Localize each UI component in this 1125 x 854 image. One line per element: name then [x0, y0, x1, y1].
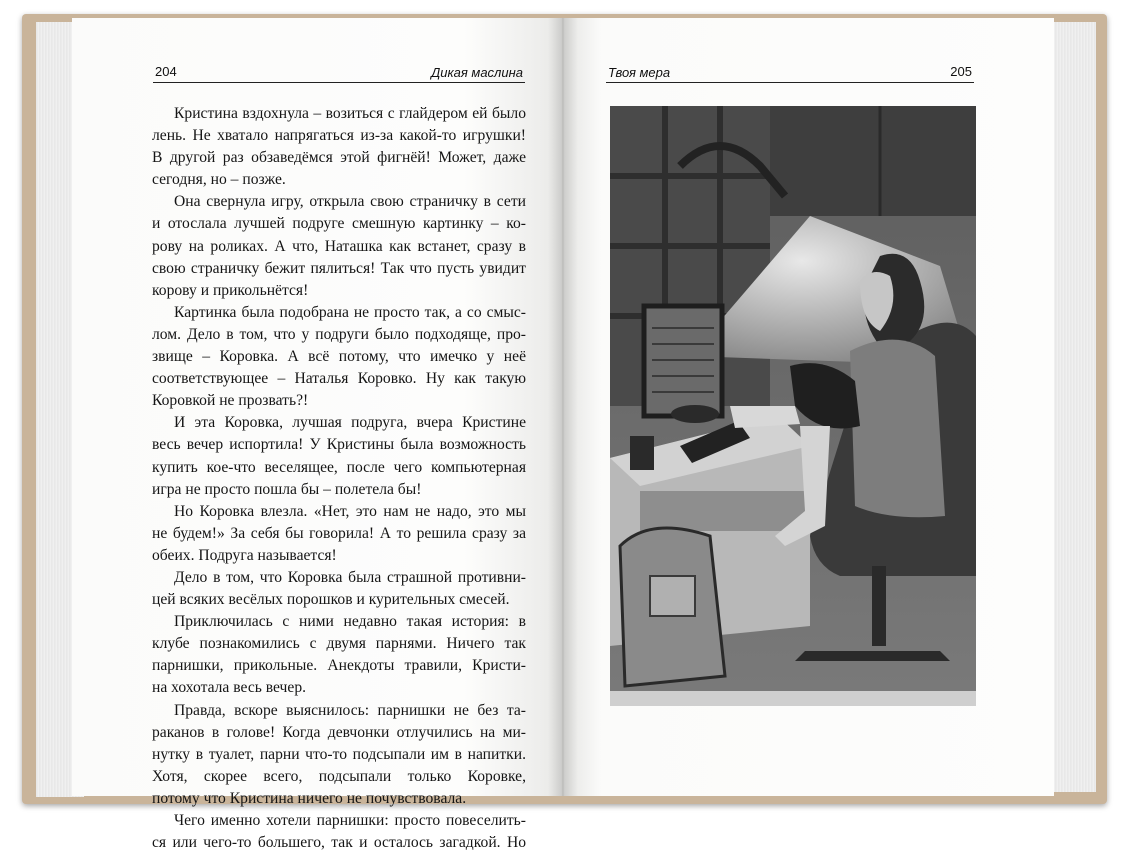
left-running-head: [153, 62, 525, 83]
text-line: Правда, вскоре выяснилось: парнишки не без та-: [174, 701, 526, 719]
text-line: лом. Дело в том, что у подруги было подходяще, про-: [152, 325, 526, 343]
right-running-head: [606, 62, 974, 83]
text-line: рову на роликах. А что, Наташка как встанет, сразу в: [152, 237, 526, 255]
text-line: клубе познакомились с двумя парнями. Ничего так: [152, 635, 526, 653]
text-line: Приключилась с ними недавно такая история: в: [174, 613, 526, 631]
text-line: Коровкой не прозвать?!: [152, 392, 309, 410]
text-line: сегодня, но – позже.: [152, 171, 286, 189]
left-running-title: Дикая маслина: [431, 65, 523, 80]
text-line: парнишки, прикольные. Анекдоты травили, Кристи-: [152, 657, 526, 675]
left-page-number: 204: [155, 64, 177, 79]
text-line: соответствующее – Наталья Коровко. Ну как такую: [152, 370, 526, 388]
text-line: Но Коровка влезла. «Нет, это нам не надо, это мы: [174, 502, 526, 520]
text-line: нутку в туалет, парни что-то подсыпали им в напитки.: [152, 745, 526, 763]
text-line: Кристина вздохнула – возиться с глайдером ей было: [174, 105, 526, 122]
text-line: свою страничку бежит пялиться! Так что пусть увидит: [152, 259, 526, 277]
text-line: потому что Кристина ничего не почувствовала.: [152, 789, 467, 807]
page-edges-right: [1052, 22, 1096, 792]
book-gutter: [548, 18, 578, 796]
text-line: Чего именно хотели парнишки: просто повеселить-: [174, 812, 526, 829]
text-line: и отослала лучшей подруге смешную картинку – ко-: [152, 215, 526, 233]
right-page-number: 205: [950, 64, 972, 79]
text-line: Картинка была подобрана не просто так, а со смыс-: [174, 303, 526, 321]
text-line: не будем!» За себя бы говорила! А то решила сразу за: [152, 524, 526, 542]
text-line: В другой раз обзаведёмся этой фигнёй! Может, даже: [152, 149, 526, 167]
body-text: [152, 103, 526, 854]
text-line: лень. Не хватало напрягаться из-за какой-то игрушки!: [152, 127, 526, 145]
text-line: Хотя, скорее всего, подсыпали только Коровке,: [152, 767, 526, 785]
text-line: Дело в том, что Коровка была страшной противни-: [174, 568, 526, 586]
text-line: ся или чего-то большего, так и осталось загадкой. Но: [152, 834, 526, 852]
text-line: Она свернула игру, открыла свою страничку в сети: [174, 193, 526, 211]
illustration-girl-at-computer: [610, 106, 976, 706]
text-line: раканов в голове! Когда девчонки отлучились на ми-: [152, 723, 526, 741]
text-line: И эта Коровка, лучшая подруга, вчера Кристине: [174, 414, 526, 432]
text-line: цей всяких весёлых порошков и курительных смесей.: [152, 591, 510, 609]
text-line: весь вечер испортила! У Кристины была возможность: [152, 436, 526, 454]
text-line: звище – Коровка. А всё потому, что имечко у неё: [152, 348, 526, 366]
text-line: на хохотала весь вечер.: [152, 679, 307, 697]
text-line: игра не просто пошла бы – полетела бы!: [152, 480, 422, 498]
text-line: обеих. Подруга называется!: [152, 546, 337, 564]
text-line: купить кое-что веселящее, после чего компьютерная: [152, 458, 526, 476]
right-running-title: Твоя мера: [608, 65, 671, 80]
text-line: корову и прикольнётся!: [152, 281, 309, 299]
